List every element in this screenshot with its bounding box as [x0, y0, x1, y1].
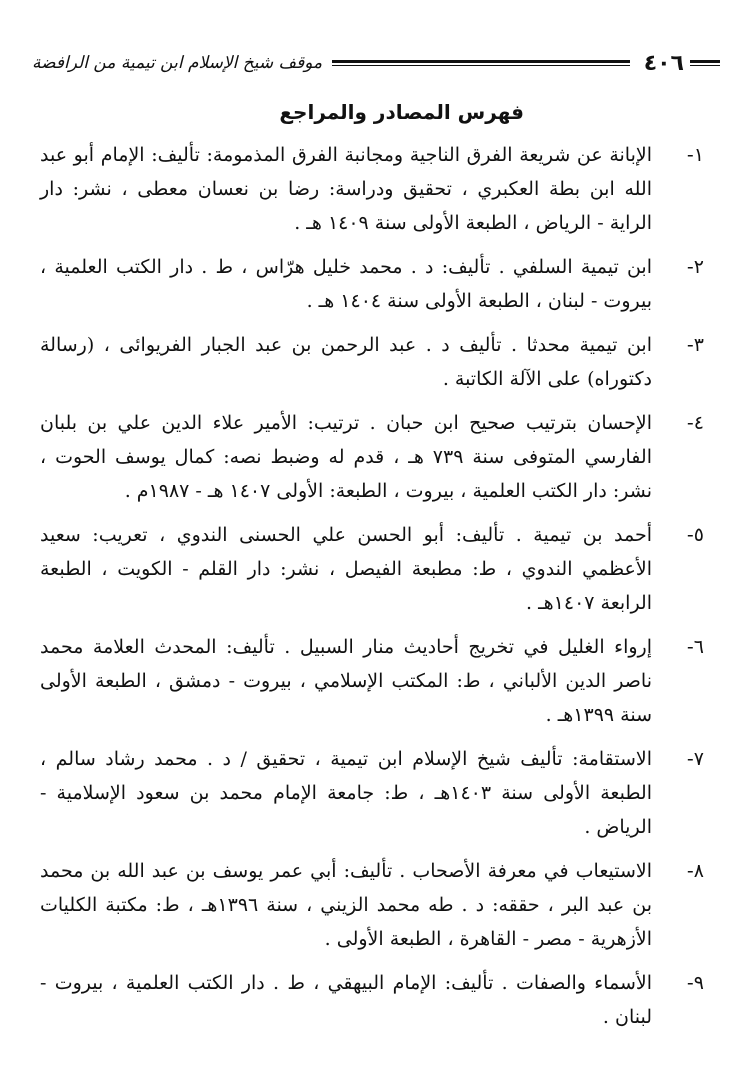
header-rule-right	[690, 60, 720, 66]
reference-entry	[40, 328, 704, 396]
reference-entry	[40, 138, 704, 240]
running-title: موقف شيخ الإسلام ابن تيمية من الرافضة	[32, 53, 323, 73]
header-rule-middle	[332, 60, 630, 66]
entry-number: ٩-	[686, 972, 704, 994]
entry-text: إرواء الغليل في تخريج أحاديث منار السبيل . تأليف: المحدث العلامة محمد ناصر الدين الألباني ، ط: المكتب الإسلامي ، بيروت - دمشق ، الطبعة الأولى سنة ١٣٩٩هـ .	[40, 636, 652, 726]
entry-number: ٦-	[686, 636, 704, 658]
entry-number: ٥-	[686, 524, 704, 546]
entry-text: الاستيعاب في معرفة الأصحاب . تأليف: أبي عمر يوسف بن عبد الله بن محمد بن عبد البر ، حققه: د . طه محمد الزيني ، سنة ١٣٩٦هـ ، ط: مكتبة الكليات الأزهرية - مصر - القاهرة ، الطبعة الأولى .	[40, 860, 652, 950]
entry-text: الإحسان بترتيب صحيح ابن حبان . ترتيب: الأمير علاء الدين علي بن بلبان الفارسي المتوفى سنة ٧٣٩ هـ ، قدم له وضبط نصه: كمال يوسف الحوت ، نشر: دار الكتب العلمية ، بيروت ، الطبعة: الأولى ١٤٠٧ هـ - ١٩٨٧م .	[40, 412, 652, 502]
entry-text: ابن تيمية السلفي . تأليف: د . محمد خليل هرّاس ، ط . دار الكتب العلمية ، بيروت - لبنان ، الطبعة الأولى سنة ١٤٠٤ هـ .	[40, 256, 652, 312]
entry-number: ١-	[686, 144, 704, 166]
reference-entry	[40, 854, 704, 956]
entry-text: الاستقامة: تأليف شيخ الإسلام ابن تيمية ، تحقيق / د . محمد رشاد سالم ، الطبعة الأولى سنة ١٤٠٣هـ ، ط: جامعة الإمام محمد بن سعود الإسلامية - الرياض .	[40, 748, 652, 838]
entry-text: أحمد بن تيمية . تأليف: أبو الحسن علي الحسنى الندوي ، تعريب: سعيد الأعظمي الندوي ، ط: مطبعة الفيصل ، نشر: دار القلم - الكويت ، الطبعة الرابعة ١٤٠٧هـ .	[40, 524, 652, 614]
section-title: فهرس المصادر والمراجع	[279, 100, 524, 124]
entry-number: ٧-	[686, 748, 704, 770]
reference-entry	[40, 630, 704, 732]
entry-number: ٨-	[686, 860, 704, 882]
reference-entry	[40, 406, 704, 508]
entry-number: ٤-	[686, 412, 704, 434]
entry-number: ٢-	[686, 256, 704, 278]
reference-entry	[40, 250, 704, 318]
entry-number: ٣-	[686, 334, 704, 356]
entry-text: الإبانة عن شريعة الفرق الناجية ومجانبة الفرق المذمومة: تأليف: الإمام أبو عبد الله ابن بطة العكبري ، تحقيق ودراسة: رضا بن نعسان معطى ، نشر: دار الراية - الرياض ، الطبعة الأولى سنة ١٤٠٩ هـ .	[40, 144, 652, 234]
entry-text: ابن تيمية محدثا . تأليف د . عبد الرحمن بن عبد الجبار الفريوائى ، (رسالة دكتوراه) على الآلة الكاتبة .	[40, 334, 652, 390]
reference-entry	[40, 966, 704, 1034]
reference-list	[40, 138, 704, 1044]
entry-text: الأسماء والصفات . تأليف: الإمام البيهقي ، ط . دار الكتب العلمية ، بيروت - لبنان .	[40, 972, 652, 1028]
reference-entry	[40, 742, 704, 844]
page-number: ٤٠٦	[643, 50, 684, 76]
running-header	[28, 46, 726, 80]
reference-entry	[40, 518, 704, 620]
